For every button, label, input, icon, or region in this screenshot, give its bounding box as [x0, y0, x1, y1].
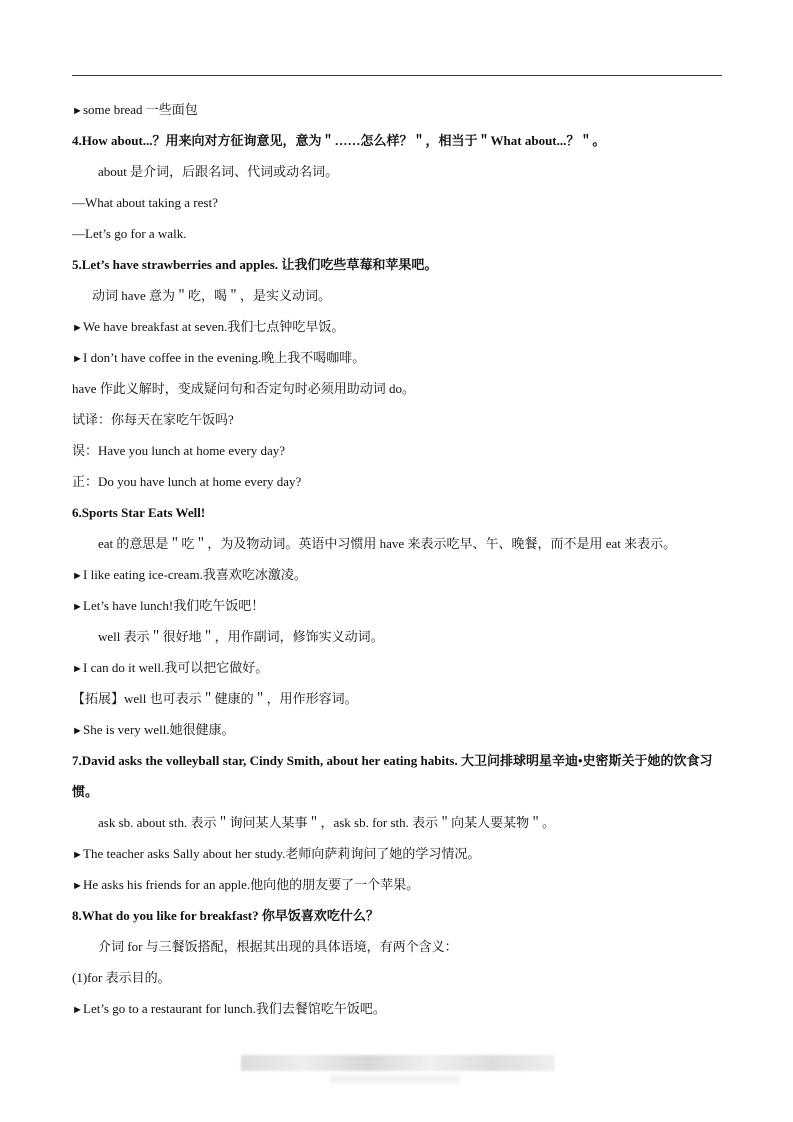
- note-well-adverb: well 表示＂很好地＂，用作副词，修饰实义动词。: [98, 629, 384, 644]
- note-about-preposition: about 是介词，后跟名词、代词或动名词。: [98, 164, 339, 179]
- correct-answer: 正：Do you have lunch at home every day?: [72, 474, 302, 489]
- bullet-arrow-icon: ►: [72, 322, 83, 334]
- example-very-well: ►She is very well.她很健康。: [72, 718, 724, 749]
- note-have-meaning: 动词 have 意为＂吃，喝＂，是实义动词。: [92, 288, 332, 303]
- note-for-meals: 介词 for 与三餐饭搭配，根据其出现的具体语境，有两个含义：: [98, 939, 458, 954]
- example-no-coffee: ►I don’t have coffee in the evening.晚上我不喝咖啡。: [72, 346, 724, 377]
- heading-breakfast: 8.What do you like for breakfast? 你早饭喜欢吃什么？: [72, 908, 379, 923]
- example-have-lunch: ►Let’s have lunch!我们吃午饭吧！: [72, 594, 724, 625]
- note-for-purpose: (1)for 表示目的。: [72, 970, 171, 985]
- example-breakfast-seven: ►We have breakfast at seven.我们七点钟吃早饭。: [72, 315, 724, 346]
- bullet-arrow-icon: ►: [72, 105, 83, 117]
- example-do-it-well: ►I can do it well.我可以把它做好。: [72, 656, 724, 687]
- bullet-arrow-icon: ►: [72, 570, 83, 582]
- heading-sports-star: 6.Sports Star Eats Well!: [72, 505, 206, 520]
- bullet-arrow-icon: ►: [72, 725, 83, 737]
- note-eat-meaning: eat 的意思是＂吃＂，为及物动词。英语中习惯用 have 来表示吃早、午、晚餐，而不是用 eat 来表示。: [98, 536, 677, 551]
- header-rule: [72, 75, 722, 76]
- document-body: [72, 98, 724, 1028]
- heading-lets-have: 5.Let’s have strawberries and apples. 让我们吃些草莓和苹果吧。: [72, 257, 438, 272]
- dialog-line-2: —Let’s go for a walk.: [72, 226, 187, 241]
- note-ask-usage: ask sb. about sth. 表示＂询问某人某事＂，ask sb. for sth. 表示＂向某人要某物＂。: [98, 815, 556, 830]
- bullet-arrow-icon: ►: [72, 849, 83, 861]
- wrong-answer: 误：Have you lunch at home every day?: [72, 443, 285, 458]
- bullet-arrow-icon: ►: [72, 601, 83, 613]
- bullet-arrow-icon: ►: [72, 1004, 83, 1016]
- bullet-arrow-icon: ►: [72, 663, 83, 675]
- example-some-bread: ►some bread 一些面包: [72, 98, 724, 129]
- bullet-arrow-icon: ►: [72, 353, 83, 365]
- example-restaurant: ►Let’s go to a restaurant for lunch.我们去餐馆吃午饭吧。: [72, 997, 724, 1028]
- example-teacher-asks: ►The teacher asks Sally about her study.老师向萨莉询问了她的学习情况。: [72, 842, 724, 873]
- heading-david-asks: 7.David asks the volleyball star, Cindy Smith, about her eating habits. 大卫问排球明星辛迪•史密斯关于她的饮食习惯。: [72, 753, 713, 799]
- dialog-line-1: —What about taking a rest?: [72, 195, 218, 210]
- example-asks-friends: ►He asks his friends for an apple.他向他的朋友要了一个苹果。: [72, 873, 724, 904]
- blurred-footer-watermark-secondary: [330, 1075, 460, 1083]
- bullet-arrow-icon: ►: [72, 880, 83, 892]
- note-well-extension: 【拓展】well 也可表示＂健康的＂，用作形容词。: [72, 691, 358, 706]
- note-have-auxiliary: have 作此义解时，变成疑问句和否定句时必须用助动词 do。: [72, 381, 416, 396]
- heading-how-about: 4.How about...？用来向对方征询意见，意为＂……怎么样？＂，相当于＂What about...？＂。: [72, 133, 606, 148]
- translation-prompt: 试译：你每天在家吃午饭吗?: [72, 412, 234, 427]
- blurred-footer-watermark: [241, 1055, 555, 1071]
- example-ice-cream: ►I like eating ice-cream.我喜欢吃冰激凌。: [72, 563, 724, 594]
